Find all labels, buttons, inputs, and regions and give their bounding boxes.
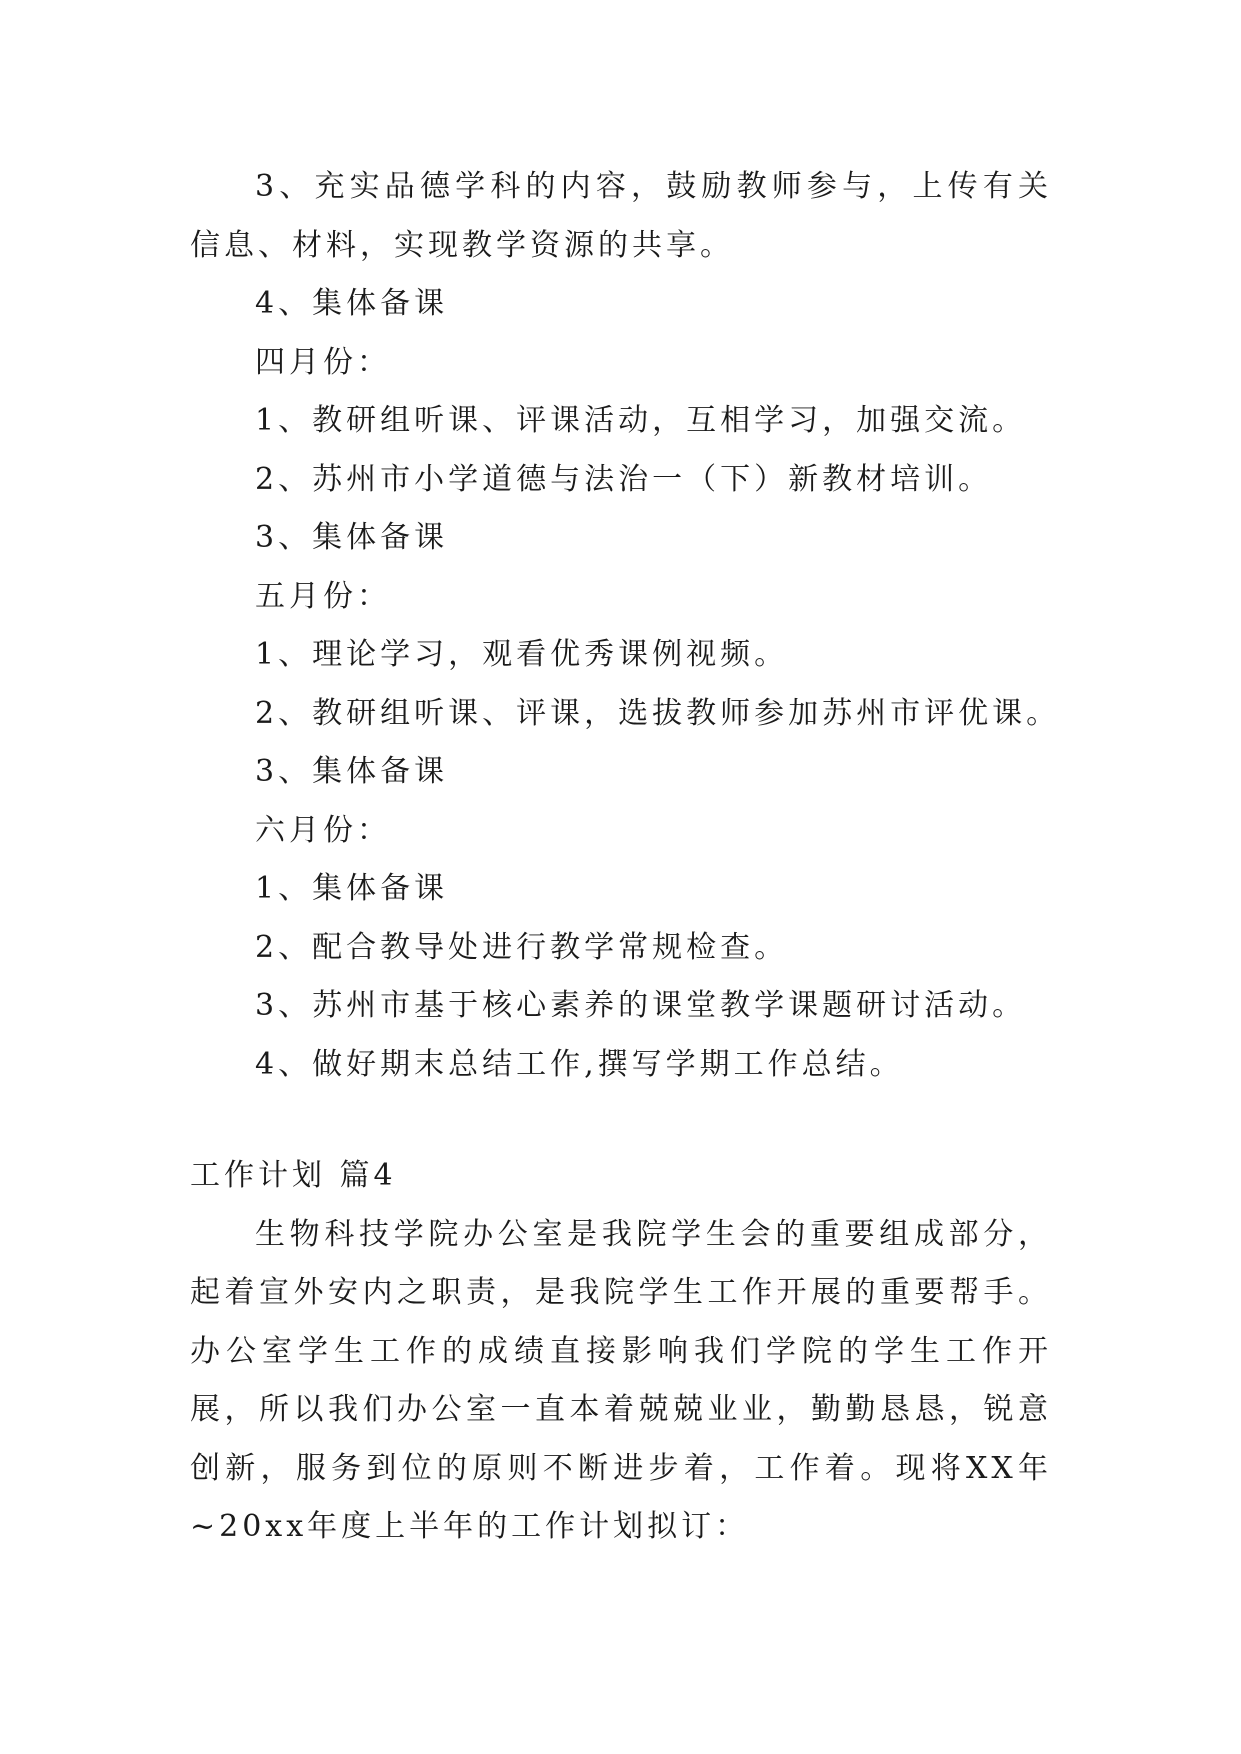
paragraph-resource-sharing: 3、充实品德学科的内容，鼓励教师参与，上传有关信息、材料，实现教学资源的共享。	[190, 169, 1052, 263]
month-heading-april: 四月份：	[255, 344, 391, 380]
list-item: 3、集体备课	[255, 520, 449, 555]
list-item: 1、教研组听课、评课活动，互相学习，加强交流。	[255, 403, 1027, 438]
paragraph-office-intro: 生物科技学院办公室是我院学生会的重要组成部分，起着宣外安内之职责，是我院学生工作开展的重要帮手。办公室学生工作的成绩直接影响我们学院的学生工作开展，所以我们办公室一直本着兢兢业业，勤勤恳恳，锐意创新，服务到位的原则不断进步着，工作着。现将XX年~20xx年度上半年的工作计划拟订：	[190, 1216, 1052, 1544]
list-item: 2、配合教导处进行教学常规检查。	[255, 929, 789, 965]
list-item: 3、集体备课	[255, 754, 449, 789]
list-item: 4、做好期末总结工作,撰写学期工作总结。	[255, 1046, 904, 1082]
list-item: 2、苏州市小学道德与法治一（下）新教材培训。	[255, 461, 993, 497]
list-item: 2、教研组听课、评课，选拔教师参加苏州市评优课。	[255, 695, 1061, 731]
section-spacer	[190, 1094, 1052, 1147]
list-item: 3、苏州市基于核心素养的课堂教学课题研讨活动。	[255, 988, 1027, 1023]
month-heading-june: 六月份：	[255, 812, 391, 848]
month-heading-may: 五月份：	[255, 578, 391, 614]
document-body	[190, 158, 1061, 1557]
list-item: 1、集体备课	[255, 871, 449, 906]
list-item: 4、集体备课	[255, 286, 449, 321]
list-item: 1、理论学习，观看优秀课例视频。	[255, 637, 789, 672]
section-heading: 工作计划 篇4	[190, 1158, 397, 1193]
